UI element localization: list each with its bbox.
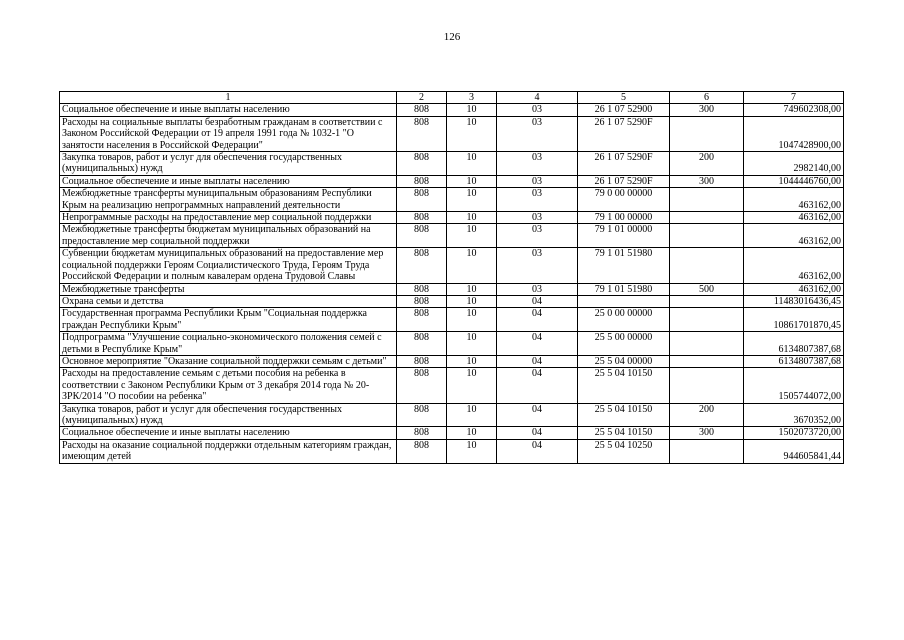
row-target-article bbox=[578, 295, 670, 307]
row-expense-type: 300 bbox=[670, 104, 744, 116]
row-ministry-code: 808 bbox=[397, 248, 447, 283]
row-target-article: 79 1 00 00000 bbox=[578, 212, 670, 224]
row-section: 10 bbox=[447, 116, 497, 151]
header-cell: 3 bbox=[447, 92, 497, 104]
table-row bbox=[60, 308, 844, 332]
row-amount: 463162,00 bbox=[744, 188, 844, 212]
row-target-article: 26 1 07 5290F bbox=[578, 152, 670, 176]
row-subsection: 03 bbox=[497, 283, 578, 295]
row-subsection: 04 bbox=[497, 355, 578, 367]
row-subsection: 03 bbox=[497, 152, 578, 176]
row-amount: 3670352,00 bbox=[744, 403, 844, 427]
row-description: Межбюджетные трансферты бюджетам муниципальных образований на предоставление мер социальной поддержки bbox=[60, 224, 397, 248]
table-row bbox=[60, 116, 844, 151]
row-expense-type: 200 bbox=[670, 152, 744, 176]
row-expense-type bbox=[670, 248, 744, 283]
row-description: Охрана семьи и детства bbox=[60, 295, 397, 307]
table-row bbox=[60, 283, 844, 295]
row-ministry-code: 808 bbox=[397, 427, 447, 439]
row-description: Расходы на оказание социальной поддержки отдельным категориям граждан, имеющим детей bbox=[60, 439, 397, 463]
header-cell: 1 bbox=[60, 92, 397, 104]
table-row bbox=[60, 368, 844, 403]
row-expense-type: 300 bbox=[670, 175, 744, 187]
table-row bbox=[60, 427, 844, 439]
row-description: Социальное обеспечение и иные выплаты населению bbox=[60, 427, 397, 439]
row-amount: 11483016436,45 bbox=[744, 295, 844, 307]
row-description: Межбюджетные трансферты bbox=[60, 283, 397, 295]
row-description: Субвенции бюджетам муниципальных образований на предоставление мер социальной поддержки Героям Социалистического Труда, Героям Труда Российской Федерации и полным кавалерам ордена Трудовой Славы bbox=[60, 248, 397, 283]
row-target-article: 25 5 04 10150 bbox=[578, 368, 670, 403]
row-subsection: 03 bbox=[497, 175, 578, 187]
header-cell: 7 bbox=[744, 92, 844, 104]
row-ministry-code: 808 bbox=[397, 212, 447, 224]
row-subsection: 03 bbox=[497, 224, 578, 248]
row-expense-type bbox=[670, 116, 744, 151]
row-description: Социальное обеспечение и иные выплаты населению bbox=[60, 104, 397, 116]
row-expense-type bbox=[670, 332, 744, 356]
row-target-article: 79 1 01 00000 bbox=[578, 224, 670, 248]
row-target-article: 79 1 01 51980 bbox=[578, 248, 670, 283]
row-description: Социальное обеспечение и иные выплаты населению bbox=[60, 175, 397, 187]
row-target-article: 25 0 00 00000 bbox=[578, 308, 670, 332]
row-amount: 944605841,44 bbox=[744, 439, 844, 463]
row-target-article: 26 1 07 5290F bbox=[578, 175, 670, 187]
row-subsection: 04 bbox=[497, 295, 578, 307]
row-description: Закупка товаров, работ и услуг для обеспечения государственных (муниципальных) нужд bbox=[60, 403, 397, 427]
row-section: 10 bbox=[447, 439, 497, 463]
row-section: 10 bbox=[447, 212, 497, 224]
row-section: 10 bbox=[447, 308, 497, 332]
table-row bbox=[60, 152, 844, 176]
row-target-article: 79 1 01 51980 bbox=[578, 283, 670, 295]
row-section: 10 bbox=[447, 368, 497, 403]
row-expense-type: 200 bbox=[670, 403, 744, 427]
table-row bbox=[60, 248, 844, 283]
row-ministry-code: 808 bbox=[397, 332, 447, 356]
row-expense-type bbox=[670, 295, 744, 307]
row-amount: 463162,00 bbox=[744, 212, 844, 224]
row-ministry-code: 808 bbox=[397, 368, 447, 403]
row-section: 10 bbox=[447, 355, 497, 367]
row-amount: 749602308,00 bbox=[744, 104, 844, 116]
header-cell: 2 bbox=[397, 92, 447, 104]
row-target-article: 25 5 04 10150 bbox=[578, 427, 670, 439]
row-amount: 6134807387,68 bbox=[744, 355, 844, 367]
table-row bbox=[60, 439, 844, 463]
row-expense-type bbox=[670, 439, 744, 463]
table-row bbox=[60, 104, 844, 116]
row-ministry-code: 808 bbox=[397, 283, 447, 295]
row-target-article: 25 5 04 10250 bbox=[578, 439, 670, 463]
row-expense-type: 300 bbox=[670, 427, 744, 439]
row-description: Непрограммные расходы на предоставление мер социальной поддержки bbox=[60, 212, 397, 224]
table-row bbox=[60, 355, 844, 367]
table-row bbox=[60, 188, 844, 212]
row-expense-type bbox=[670, 368, 744, 403]
row-subsection: 04 bbox=[497, 403, 578, 427]
row-section: 10 bbox=[447, 188, 497, 212]
row-expense-type bbox=[670, 212, 744, 224]
row-ministry-code: 808 bbox=[397, 188, 447, 212]
row-subsection: 04 bbox=[497, 368, 578, 403]
row-ministry-code: 808 bbox=[397, 116, 447, 151]
row-amount: 463162,00 bbox=[744, 283, 844, 295]
row-subsection: 03 bbox=[497, 212, 578, 224]
header-cell: 6 bbox=[670, 92, 744, 104]
row-amount: 463162,00 bbox=[744, 224, 844, 248]
table-row bbox=[60, 212, 844, 224]
row-section: 10 bbox=[447, 248, 497, 283]
table-header-row bbox=[60, 92, 844, 104]
row-target-article: 26 1 07 5290F bbox=[578, 116, 670, 151]
row-amount: 2982140,00 bbox=[744, 152, 844, 176]
table-row bbox=[60, 224, 844, 248]
row-section: 10 bbox=[447, 295, 497, 307]
row-target-article: 79 0 00 00000 bbox=[578, 188, 670, 212]
row-expense-type: 500 bbox=[670, 283, 744, 295]
row-target-article: 25 5 04 10150 bbox=[578, 403, 670, 427]
row-subsection: 03 bbox=[497, 248, 578, 283]
row-description: Межбюджетные трансферты муниципальным образованиям Республики Крым на реализацию непрограммных направлений деятельности bbox=[60, 188, 397, 212]
row-section: 10 bbox=[447, 224, 497, 248]
page-number: 126 bbox=[443, 31, 461, 43]
row-section: 10 bbox=[447, 403, 497, 427]
header-cell: 5 bbox=[578, 92, 670, 104]
row-amount: 10861701870,45 bbox=[744, 308, 844, 332]
row-description: Закупка товаров, работ и услуг для обеспечения государственных (муниципальных) нужд bbox=[60, 152, 397, 176]
row-target-article: 25 5 04 00000 bbox=[578, 355, 670, 367]
row-target-article: 26 1 07 52900 bbox=[578, 104, 670, 116]
row-subsection: 04 bbox=[497, 308, 578, 332]
row-ministry-code: 808 bbox=[397, 439, 447, 463]
row-ministry-code: 808 bbox=[397, 104, 447, 116]
row-amount: 1502073720,00 bbox=[744, 427, 844, 439]
row-amount: 1044446760,00 bbox=[744, 175, 844, 187]
row-expense-type bbox=[670, 188, 744, 212]
row-expense-type bbox=[670, 308, 744, 332]
row-ministry-code: 808 bbox=[397, 295, 447, 307]
row-expense-type bbox=[670, 355, 744, 367]
row-subsection: 03 bbox=[497, 116, 578, 151]
row-amount: 6134807387,68 bbox=[744, 332, 844, 356]
row-subsection: 04 bbox=[497, 427, 578, 439]
row-section: 10 bbox=[447, 152, 497, 176]
table-row bbox=[60, 403, 844, 427]
row-section: 10 bbox=[447, 332, 497, 356]
row-section: 10 bbox=[447, 104, 497, 116]
table-row bbox=[60, 332, 844, 356]
row-ministry-code: 808 bbox=[397, 308, 447, 332]
row-ministry-code: 808 bbox=[397, 403, 447, 427]
header-cell: 4 bbox=[497, 92, 578, 104]
row-ministry-code: 808 bbox=[397, 224, 447, 248]
row-section: 10 bbox=[447, 283, 497, 295]
budget-table bbox=[59, 91, 844, 464]
row-description: Подпрограмма "Улучшение социально-экономического положения семей с детьми в Республике Крым" bbox=[60, 332, 397, 356]
table-row bbox=[60, 175, 844, 187]
row-expense-type bbox=[670, 224, 744, 248]
row-amount: 1505744072,00 bbox=[744, 368, 844, 403]
row-section: 10 bbox=[447, 427, 497, 439]
row-subsection: 04 bbox=[497, 332, 578, 356]
row-ministry-code: 808 bbox=[397, 175, 447, 187]
row-subsection: 03 bbox=[497, 188, 578, 212]
row-ministry-code: 808 bbox=[397, 355, 447, 367]
table-row bbox=[60, 295, 844, 307]
row-ministry-code: 808 bbox=[397, 152, 447, 176]
row-subsection: 04 bbox=[497, 439, 578, 463]
row-section: 10 bbox=[447, 175, 497, 187]
row-subsection: 03 bbox=[497, 104, 578, 116]
row-amount: 1047428900,00 bbox=[744, 116, 844, 151]
row-target-article: 25 5 00 00000 bbox=[578, 332, 670, 356]
row-amount: 463162,00 bbox=[744, 248, 844, 283]
row-description: Основное мероприятие "Оказание социальной поддержки семьям с детьми" bbox=[60, 355, 397, 367]
row-description: Расходы на предоставление семьям с детьми пособия на ребенка в соответствии с Законом Республики Крым от 3 декабря 2014 года № 20-ЗРК/2014 "О пособии на ребенка" bbox=[60, 368, 397, 403]
row-description: Расходы на социальные выплаты безработным гражданам в соответствии с Законом Российской Федерации от 19 апреля 1991 года № 1032-1 "О занятости населения в Российской Федерации" bbox=[60, 116, 397, 151]
row-description: Государственная программа Республики Крым "Социальная поддержка граждан Республики Крым" bbox=[60, 308, 397, 332]
